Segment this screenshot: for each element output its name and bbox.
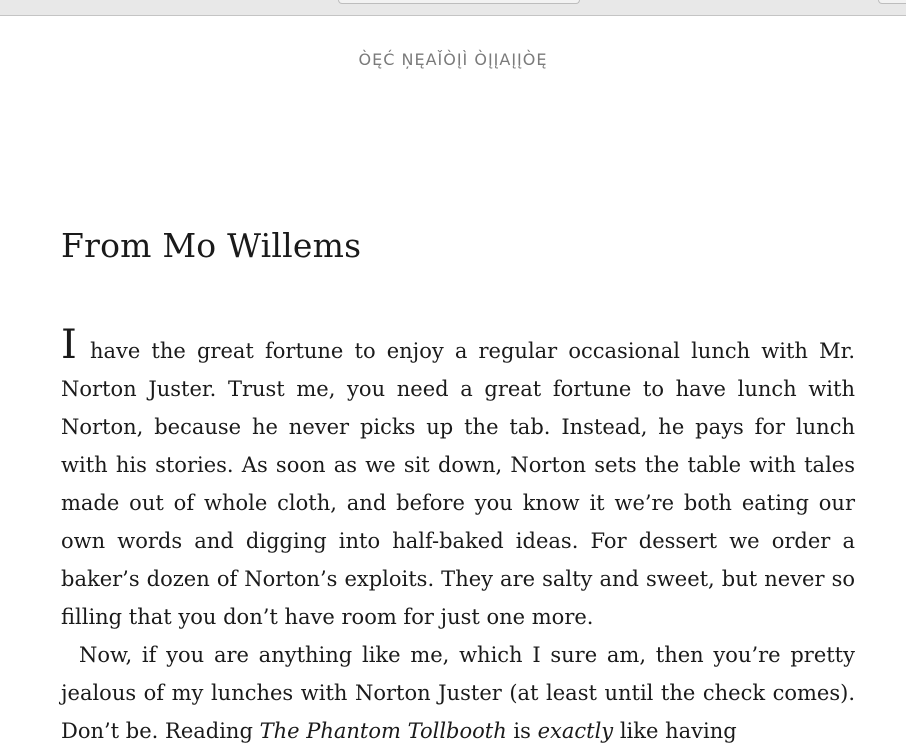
window-top-bar — [0, 0, 906, 16]
paragraph-1 — [61, 322, 855, 636]
tab-edge-right[interactable] — [878, 0, 906, 4]
paragraph-1-text: have the great fortune to enjoy a regular occasional lunch with Mr. Norton Juster. Trust me, you need a great fortune to have lunch with Norton, because he never picks up the tab. Instead, he pays for lunch with his stories. As soon as we sit down, Norton sets the table with tales made out of whole cloth, and before you know it we’re both eating our own words and digging into half-baked ideas. For dessert we order a baker’s dozen of Norton’s exploits. They are salty and sweet, but never so filling that you don’t have room for just one more. — [61, 339, 855, 629]
tab-edge-center[interactable] — [338, 0, 580, 4]
paragraph-2-text-before: Now, if you are anything like me, which I sure am, then you’re pretty jealous of my lunches with Norton Juster (at least until the check comes). Don’t be. Reading — [61, 643, 855, 743]
book-title: The Phantom Tollbooth — [259, 719, 507, 743]
emphasis-word: exactly — [537, 719, 614, 743]
chapter-title: From Mo Willems — [61, 226, 362, 265]
paragraph-2 — [61, 636, 855, 750]
paragraph-2-text-after: like having — [613, 719, 737, 743]
paragraph-2-text-middle: is — [506, 719, 538, 743]
running-header: ÒĘĆ ŅĘAǏÒĮÌ ÒĮĮAĮĮÒĘ — [358, 50, 548, 69]
drop-cap: I — [61, 322, 77, 368]
body-text — [61, 322, 855, 750]
